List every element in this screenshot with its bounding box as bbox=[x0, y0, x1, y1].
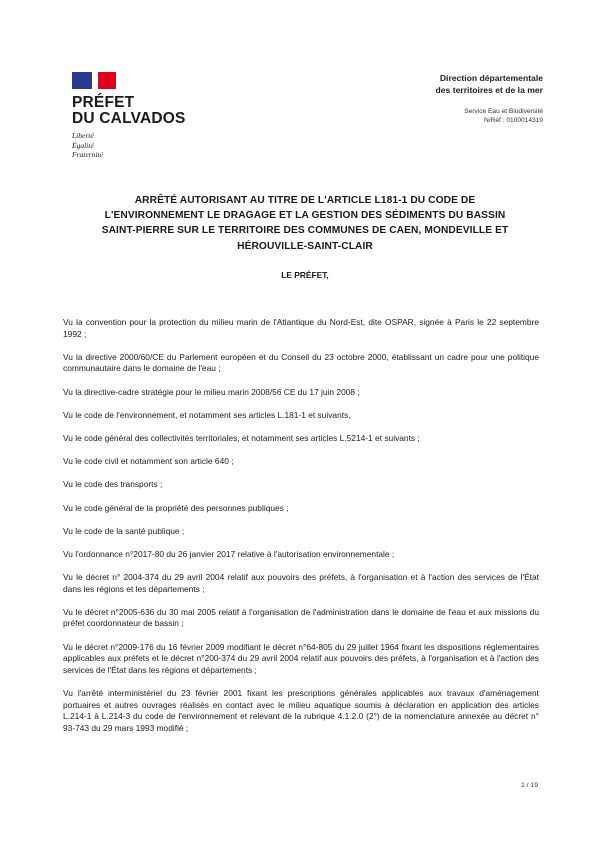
direction-line-1: Direction départementale bbox=[439, 73, 543, 83]
issuing-direction bbox=[343, 72, 543, 96]
prefet-heading: LE PRÉFET, bbox=[281, 270, 329, 280]
vu-item: Vu la convention pour la protection du milieu marin de l'Atlantique du Nord-Est, dite OSPAR, signée à Paris le 22 septembre 1992 ; bbox=[63, 317, 539, 339]
vu-item: Vu le code de l'environnement, et notamment ses articles L.181-1 et suivants, bbox=[63, 409, 351, 420]
vu-item: Vu l'arrêté interministériel du 23 février 2001 fixant les prescriptions générales applicables aux travaux d'aménagement portuaires et autres ouvrages réalisés en contact avec le milieu aquatique soumis à déclaration en application des articles L.214-1 à L.214-3 du code de l'environnement et relevant de la rubrique 4.1.2.0 (2°) de la nomenclature annexée au décret n° 93-743 du 29 mars 1993 modifié ; bbox=[63, 688, 539, 733]
prefecture-logo bbox=[72, 72, 212, 160]
marianne-flag-icon bbox=[72, 72, 116, 89]
direction-line-2: des territoires et de la mer bbox=[435, 85, 543, 95]
document-title bbox=[70, 193, 540, 254]
title-line-4: HÉROUVILLE-SAINT-CLAIR bbox=[237, 240, 373, 252]
motto-liberte: Liberté bbox=[72, 131, 94, 140]
logo-line-1: PRÉFET bbox=[72, 94, 135, 111]
motto-egalite: Égalité bbox=[72, 140, 94, 150]
vu-item: Vu le code des transports ; bbox=[63, 479, 163, 490]
vu-item: Vu la directive-cadre stratégie pour le milieu marin 2008/56 CE du 17 juin 2008 ; bbox=[63, 386, 360, 397]
vu-item: Vu le décret n° 2004-374 du 29 avril 2004 relatif aux pouvoirs des préfets, à l'organisation et à l'action des services de l'État dans les régions et les départements ; bbox=[63, 572, 539, 594]
vu-item: Vu le code général de la propriété des personnes publiques ; bbox=[63, 502, 289, 513]
service-block bbox=[343, 107, 543, 125]
vu-item: Vu le code général des collectivités territoriales, et notamment ses articles L.5214-1 et suivants ; bbox=[63, 432, 420, 443]
page-number: 1 / 19 bbox=[520, 782, 538, 789]
vu-list bbox=[63, 317, 539, 746]
vu-item: Vu la directive 2000/60/CE du Parlement européen et du Conseil du 23 octobre 2000, établissant un cadre pour une politique communautaire dans le domaine de l'eau ; bbox=[63, 351, 539, 374]
title-line-1: ARRÊTÉ AUTORISANT AU TITRE DE L'ARTICLE L181-1 DU CODE DE bbox=[134, 195, 476, 206]
vu-item: Vu l'ordonnance n°2017-80 du 26 janvier 2017 relative à l'autorisation environnementale ; bbox=[63, 548, 395, 559]
reference-number: N/Réf : 0100014319 bbox=[483, 117, 543, 124]
vu-item: Vu le code civil et notamment son article 640 ; bbox=[63, 456, 234, 467]
title-line-3: SAINT-PIERRE SUR LE TERRITOIRE DES COMMUNES DE CAEN, MONDEVILLE ET bbox=[101, 225, 509, 237]
vu-item: Vu le code de la santé publique ; bbox=[63, 525, 185, 536]
service-name: Service Eau et Biodiversité bbox=[464, 108, 543, 115]
republic-motto bbox=[72, 131, 212, 160]
vu-item: Vu le décret n°2009-176 du 16 février 2009 modifiant le décret n°64-805 du 29 juillet 1964 fixant les dispositions réglementaires applicables aux préfets et le décret n°200-374 du 29 avril 2004 relatif aux pouvoirs des préfets, à l'organisation et à l'action des services de l'État dans les régions et départements ; bbox=[63, 641, 539, 675]
motto-fraternite: Fraternité bbox=[72, 150, 103, 159]
logo-line-2: DU CALVADOS bbox=[72, 110, 186, 127]
title-line-2: L'ENVIRONNEMENT LE DRAGAGE ET LA GESTION DES SÉDIMENTS DU BASSIN bbox=[104, 210, 506, 222]
vu-item: Vu le décret n°2005-636 du 30 mai 2005 relatif à l'organisation de l'administration dans le domaine de l'eau et aux missions du préfet coordonnateur de bassin ; bbox=[63, 606, 539, 629]
